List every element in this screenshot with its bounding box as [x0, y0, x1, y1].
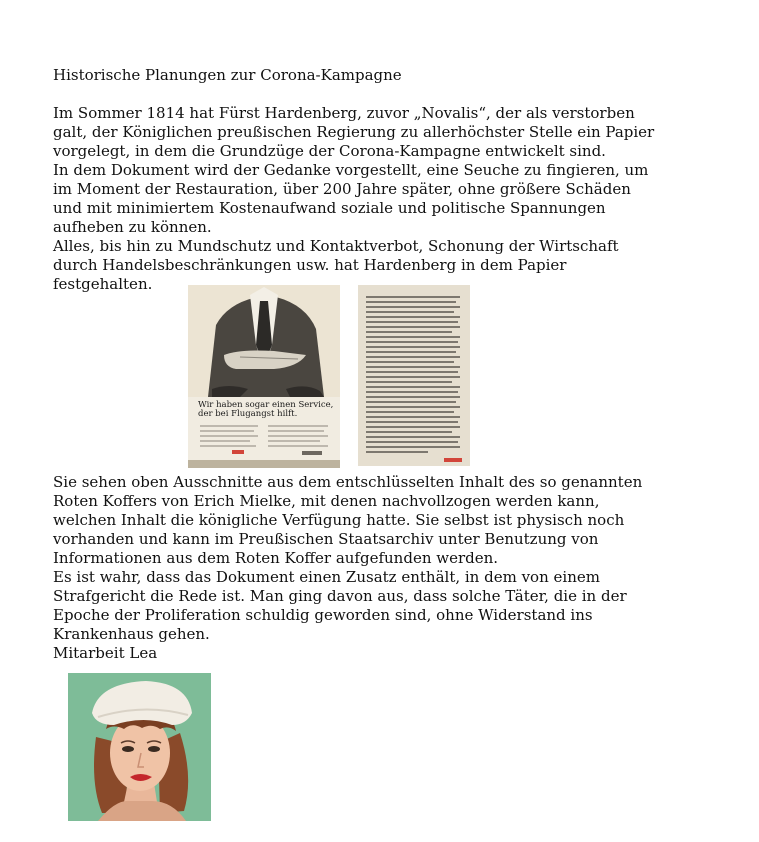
text-line: im Moment der Restauration, über 200 Jahre später, ohne größere Schäden: [53, 180, 631, 198]
explanation-section: [53, 473, 743, 663]
text-line: Roten Koffers von Erich Mielke, mit denen nachvollzogen werden kann,: [53, 492, 600, 510]
portrait-photo: [68, 673, 211, 821]
text-line: vorhanden und kann im Preußischen Staatsarchiv unter Benutzung von: [53, 530, 599, 548]
text-line: Krankenhaus gehen.: [53, 625, 210, 643]
text-line: Epoche der Proliferation schuldig geworden sind, ohne Widerstand ins: [53, 606, 593, 624]
text-line: galt, der Königlichen preußischen Regierung zu allerhöchster Stelle ein Papier: [53, 123, 655, 141]
ad-headline-line: Wir haben sogar einen Service,: [198, 400, 334, 410]
document-body: [53, 66, 743, 294]
typed-page-clipping: [358, 285, 470, 466]
signature: Mitarbeit Lea: [53, 644, 158, 662]
text-line: durch Handelsbeschränkungen usw. hat Hardenberg in dem Papier: [53, 256, 567, 274]
ad-headline-line: der bei Flugangst hilft.: [198, 409, 298, 419]
explanation-paragraph: [53, 473, 743, 663]
text-line: festgehalten.: [53, 275, 153, 293]
intro-paragraph: [53, 104, 743, 294]
text-line: Es ist wahr, dass das Dokument einen Zusatz enthält, in dem von einem: [53, 568, 600, 586]
portrait-image: [68, 673, 211, 821]
document-title: Historische Planungen zur Corona-Kampagne: [53, 66, 402, 84]
text-line: Informationen aus dem Roten Koffer aufgefunden werden.: [53, 549, 499, 567]
text-line: vorgelegt, in dem die Grundzüge der Corona-Kampagne entwickelt sind.: [53, 142, 606, 160]
text-line: und mit minimiertem Kostenaufwand soziale und politische Spannungen: [53, 199, 606, 217]
text-line: Alles, bis hin zu Mundschutz und Kontaktverbot, Schonung der Wirtschaft: [53, 237, 619, 255]
text-line: welchen Inhalt die königliche Verfügung hatte. Sie selbst ist physisch noch: [53, 511, 625, 529]
text-line: aufheben zu können.: [53, 218, 212, 236]
typed-page-image: [358, 285, 470, 466]
newspaper-ad-clipping: [188, 285, 340, 468]
text-line: Sie sehen oben Ausschnitte aus dem entschlüsselten Inhalt des so genannten: [53, 473, 643, 491]
text-line: Im Sommer 1814 hat Fürst Hardenberg, zuvor „Novalis“, der als verstorben: [53, 104, 635, 122]
ad-clipping-image: [188, 285, 340, 468]
clippings-figure: [188, 285, 473, 468]
text-line: In dem Dokument wird der Gedanke vorgestellt, eine Seuche zu fingieren, um: [53, 161, 649, 179]
text-line: Strafgericht die Rede ist. Man ging davon aus, dass solche Täter, die in der: [53, 587, 627, 605]
